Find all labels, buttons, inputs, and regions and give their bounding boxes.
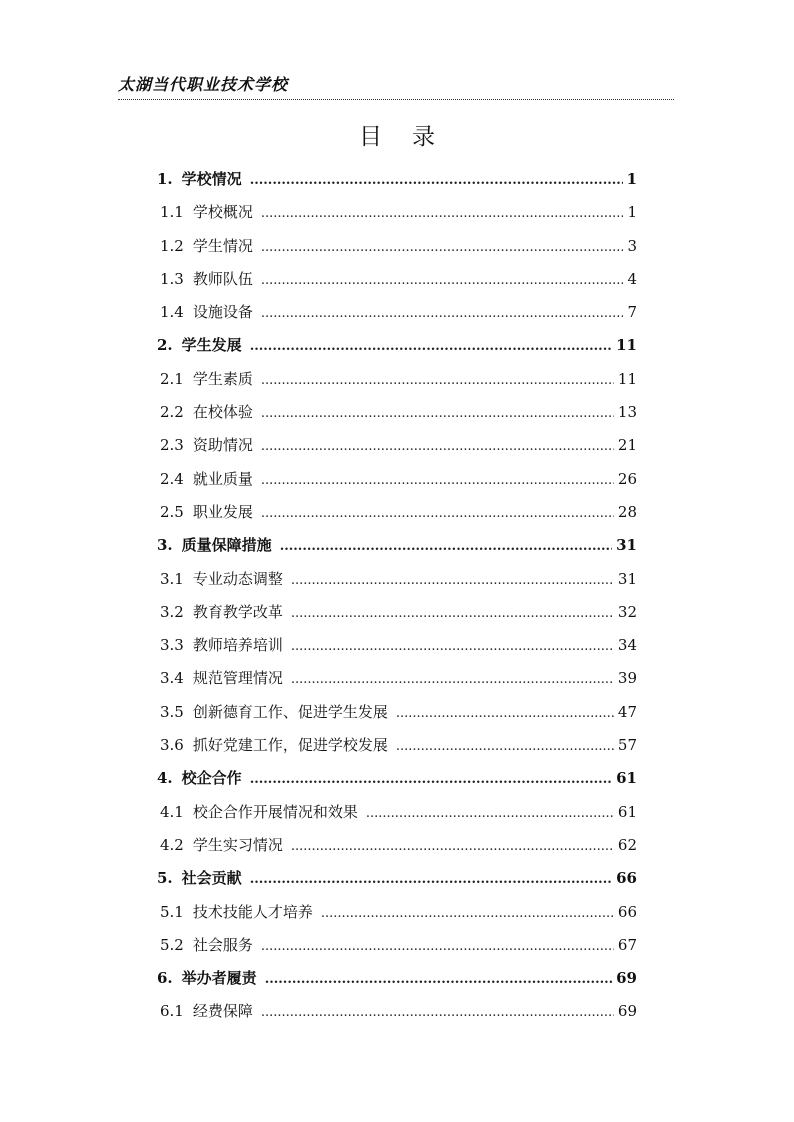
toc-subsection-entry[interactable]: [157, 363, 637, 396]
toc-dot-leader: [261, 996, 614, 1029]
toc-subsection-entry[interactable]: [157, 796, 637, 829]
toc-entry-page-number: 7: [627, 303, 637, 322]
toc-entry-number: 4.2: [160, 835, 184, 854]
toc-entry-label: 学生情况: [192, 236, 253, 255]
toc-entry-number: 2.1: [160, 369, 184, 388]
toc-dot-leader: [261, 297, 623, 330]
toc-dot-leader: [291, 597, 614, 630]
toc-dot-leader: [291, 830, 614, 863]
toc-entry-label: 学生实习情况: [192, 835, 283, 854]
toc-dot-leader: [291, 564, 614, 597]
toc-dot-leader: [396, 730, 614, 763]
toc-entry-number: 2.: [157, 336, 173, 355]
toc-entry-number: 5.1: [160, 902, 184, 921]
toc-entry-number: 1.3: [160, 269, 184, 288]
toc-entry-label: 校企合作: [181, 769, 242, 788]
toc-entry-page-number: 47: [617, 702, 637, 721]
toc-entry-label: 学生发展: [181, 336, 242, 355]
toc-entry-page-number: 61: [616, 769, 637, 788]
toc-subsection-entry[interactable]: [157, 496, 637, 529]
toc-subsection-entry[interactable]: [157, 829, 637, 862]
toc-entry-label: 技术技能人才培养: [192, 902, 313, 921]
toc-entry-page-number: 13: [617, 403, 637, 422]
toc-section-entry[interactable]: [157, 329, 637, 362]
toc-entry-page-number: 34: [617, 636, 637, 655]
toc-entry-page-number: 69: [617, 1002, 637, 1021]
toc-dot-leader: [250, 863, 612, 896]
toc-entry-number: 3.1: [160, 569, 184, 588]
toc-entry-number: 2.5: [160, 502, 184, 521]
toc-subsection-entry[interactable]: [157, 662, 637, 695]
toc-dot-leader: [291, 663, 614, 696]
toc-subsection-entry[interactable]: [157, 929, 637, 962]
toc-entry-page-number: 67: [617, 935, 637, 954]
toc-entry-page-number: 4: [627, 269, 637, 288]
toc-entry-page-number: 69: [616, 969, 637, 988]
toc-subsection-entry[interactable]: [157, 396, 637, 429]
toc-entry-page-number: 66: [617, 902, 637, 921]
toc-subsection-entry[interactable]: [157, 563, 637, 596]
toc-dot-leader: [261, 497, 614, 530]
toc-subsection-entry[interactable]: [157, 729, 637, 762]
toc-dot-leader: [265, 963, 612, 996]
toc-subsection-entry[interactable]: [157, 896, 637, 929]
toc-entry-label: 学校情况: [181, 170, 242, 188]
toc-dot-leader: [250, 763, 612, 796]
toc-dot-leader: [250, 330, 612, 363]
toc-subsection-entry[interactable]: [157, 629, 637, 662]
toc-entry-number: 2.3: [160, 436, 184, 455]
toc-entry-label: 就业质量: [192, 469, 253, 488]
toc-entry-number: 5.2: [160, 935, 184, 954]
toc-entry-page-number: 11: [617, 369, 637, 388]
toc-entry-page-number: 3: [627, 236, 637, 255]
toc-entry-number: 6.1: [160, 1002, 184, 1021]
toc-dot-leader: [291, 630, 614, 663]
toc-dot-leader: [261, 364, 614, 397]
toc-entry-number: 5.: [157, 869, 173, 888]
toc-dot-leader: [280, 530, 612, 563]
toc-entry-page-number: 31: [617, 569, 637, 588]
toc-section-entry[interactable]: [157, 163, 637, 196]
toc-subsection-entry[interactable]: [157, 995, 637, 1028]
toc-entry-page-number: 28: [617, 502, 637, 521]
toc-subsection-entry[interactable]: [157, 296, 637, 329]
toc-dot-leader: [261, 930, 614, 963]
toc-subsection-entry[interactable]: [157, 196, 637, 229]
toc-entry-label: 教师队伍: [192, 269, 253, 288]
toc-section-entry[interactable]: [157, 962, 637, 995]
toc-entry-label: 社会贡献: [181, 869, 242, 888]
toc-dot-leader: [250, 164, 623, 197]
toc-entry-label: 创新德育工作、促进学生发展: [192, 702, 388, 721]
header-dotted-rule: [118, 99, 674, 100]
toc-entry-label: 专业动态调整: [192, 569, 283, 588]
toc-entry-label: 质量保障措施: [181, 536, 272, 555]
toc-entry-page-number: 57: [617, 736, 637, 755]
toc-entry-label: 经费保障: [192, 1002, 253, 1021]
toc-entry-number: 3.4: [160, 669, 184, 688]
toc-dot-leader: [396, 697, 614, 730]
toc-entry-number: 1.2: [160, 236, 184, 255]
toc-dot-leader: [261, 397, 614, 430]
toc-dot-leader: [261, 464, 614, 497]
toc-entry-number: 1.4: [160, 303, 184, 322]
toc-entry-number: 3.3: [160, 636, 184, 655]
toc-entry-number: 2.4: [160, 469, 184, 488]
toc-entry-number: 4.1: [160, 802, 184, 821]
toc-entry-number: 3.2: [160, 602, 184, 621]
toc-entry-label: 教师培养培训: [192, 636, 283, 655]
toc-entry-page-number: 66: [616, 869, 637, 888]
toc-section-entry[interactable]: [157, 862, 637, 895]
toc-entry-label: 设施设备: [192, 303, 253, 322]
toc-entry-label: 学校概况: [192, 203, 253, 222]
toc-entry-page-number: 61: [617, 802, 637, 821]
toc-entry-label: 举办者履责: [181, 969, 257, 988]
toc-entry-label: 资助情况: [192, 436, 253, 455]
toc-entry-label: 学生素质: [192, 369, 253, 388]
toc-entry-page-number: 62: [617, 835, 637, 854]
toc-entry-number: 3.: [157, 536, 173, 555]
toc-subsection-entry[interactable]: [157, 230, 637, 263]
toc-entry-label: 在校体验: [192, 403, 253, 422]
toc-entry-label: 抓好党建工作，促进学校发展: [192, 736, 388, 755]
toc-section-entry[interactable]: [157, 529, 637, 562]
toc-entry-page-number: 39: [617, 669, 637, 688]
toc-entry-number: 1.1: [160, 203, 184, 222]
toc-entry-page-number: 1: [627, 203, 637, 222]
header-school-name: 太湖当代职业技术学校: [118, 75, 289, 94]
toc-entry-label: 职业发展: [192, 502, 253, 521]
toc-entry-label: 校企合作开展情况和效果: [192, 802, 358, 821]
toc-subsection-entry[interactable]: [157, 596, 637, 629]
toc-entry-label: 规范管理情况: [192, 669, 283, 688]
toc-dot-leader: [366, 797, 614, 830]
toc-section-entry[interactable]: [157, 762, 637, 795]
toc-entry-page-number: 26: [617, 469, 637, 488]
toc-subsection-entry[interactable]: [157, 429, 637, 462]
toc-entry-page-number: 31: [616, 536, 637, 555]
toc-subsection-entry[interactable]: [157, 696, 637, 729]
toc-entry-number: 6.: [157, 969, 173, 988]
table-of-contents: [157, 163, 637, 1029]
toc-entry-number: 3.6: [160, 736, 184, 755]
toc-dot-leader: [321, 897, 614, 930]
toc-entry-page-number: 11: [616, 336, 637, 355]
page-title: 目录: [359, 124, 465, 150]
toc-subsection-entry[interactable]: [157, 463, 637, 496]
toc-dot-leader: [261, 264, 623, 297]
running-header: [118, 72, 674, 100]
toc-entry-label: 社会服务: [192, 935, 253, 954]
toc-entry-page-number: 21: [617, 436, 637, 455]
toc-entry-number: 2.2: [160, 403, 184, 422]
toc-entry-number: 3.5: [160, 702, 184, 721]
toc-subsection-entry[interactable]: [157, 263, 637, 296]
toc-entry-page-number: 1: [626, 170, 637, 188]
toc-dot-leader: [261, 197, 623, 230]
toc-dot-leader: [261, 430, 614, 463]
toc-dot-leader: [261, 231, 623, 264]
toc-entry-label: 教育教学改革: [192, 602, 283, 621]
toc-entry-number: 1.: [157, 170, 173, 188]
toc-entry-number: 4.: [157, 769, 173, 788]
toc-entry-page-number: 32: [617, 602, 637, 621]
